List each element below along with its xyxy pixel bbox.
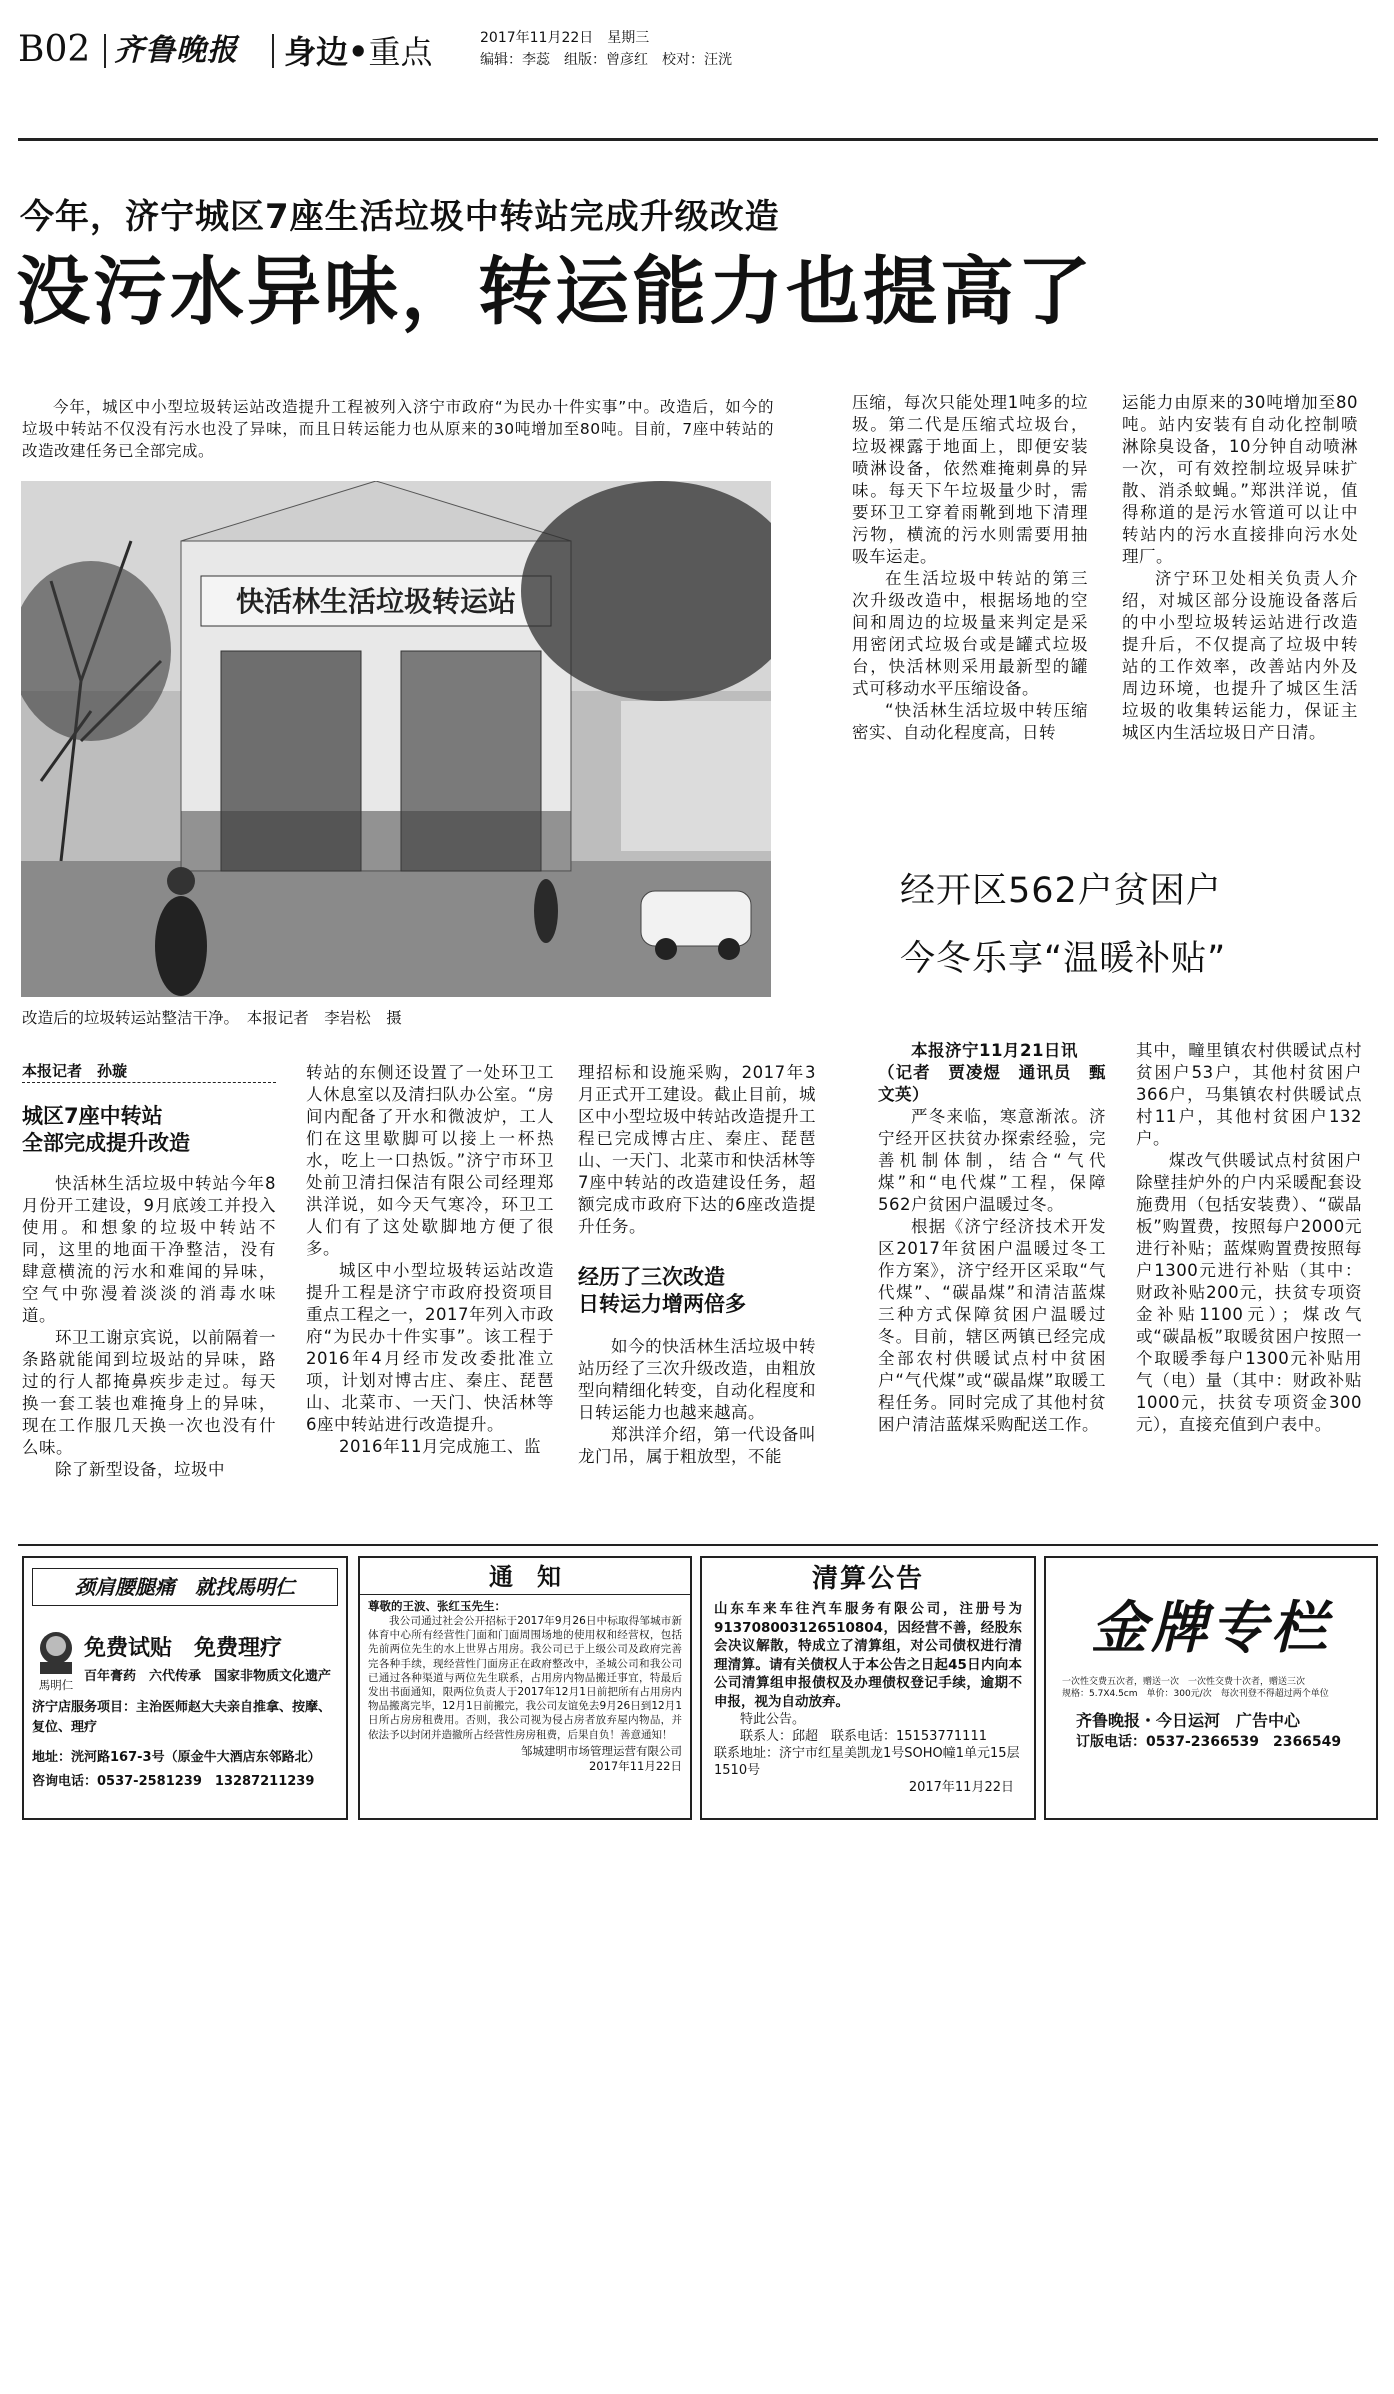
story2-headline-2: 今冬乐享“温暖补贴”	[900, 939, 1227, 979]
paragraph: 运能力由原来的30吨增加至80吨。站内安装有自动化控制喷淋除臭设备，10分钟自动喷淋一次，可有效控制垃圾异味扩散、消杀蚊蝇。”郑洪洋说，值得称道的是污水管道可以让中转站内的污水直接排向污水处理厂。	[1122, 393, 1358, 566]
ad-notice	[358, 1556, 692, 1820]
ad1-items: 济宁店服务项目：主治医师赵大夫亲自推拿、按摩、复位、理疗	[32, 1700, 332, 1735]
column-2	[306, 1062, 554, 1458]
subhead-2	[578, 1264, 816, 1318]
column-5	[1122, 392, 1358, 744]
ad2-title: 通 知	[360, 1560, 690, 1595]
ad1-logo	[32, 1628, 80, 1692]
story2-headline-1: 经开区562户贫困户	[900, 871, 1222, 911]
paragraph: 城区中小型垃圾转运站改造提升工程是济宁市政府投资项目重点工程之一，2017年列入市政府“为民办十件实事”。该工程于2016年4月经市发改委批准立项，计划对博古庄、秦庄、琵琶山、北菜市、一天门、快活林等6座中转站进行改造提升。	[306, 1261, 554, 1434]
headline: 没污水异味，转运能力也提高了	[16, 249, 1094, 335]
paragraph: 其中，疃里镇农村供暖试点村贫困户53户，其他村贫困户366户，马集镇农村供暖试点村11户，其他村贫困户132户。	[1136, 1041, 1362, 1148]
editors-line: 编辑：李蕊 组版：曾彦红 校对：汪洸	[480, 52, 732, 68]
paragraph: 快活林生活垃圾中转站今年8月份开工建设，9月底竣工并投入使用。和想象的垃圾中转站不同，这里的地面干净整洁，没有肆意横流的污水和难闻的异味，空气中弥漫着淡淡的消毒水味道。	[22, 1174, 276, 1325]
news-photo	[21, 481, 771, 997]
paragraph: 理招标和设施采购，2017年3月正式开工建设。截止目前，城区中小型垃圾中转站改造提升工程已完成博古庄、秦庄、琵琶山、一天门、北菜市和快活林等7座中转站的改造建设任务，超额完成市政府下达的6座改造提升任务。	[578, 1063, 816, 1236]
date-line: 2017年11月22日 星期三	[480, 30, 650, 46]
ad4-fine-print-2: 规格：5.7X4.5cm 单价：300元/次 每次刊登不得超过两个单位	[1062, 1689, 1329, 1699]
ad4-fine-print-1: 一次性交费五次者，赠送一次 一次性交费十次者，赠送三次	[1062, 1677, 1306, 1687]
paragraph: 除了新型设备，垃圾中	[55, 1460, 225, 1479]
ad4-org: 齐鲁晚报・今日运河 广告中心	[1076, 1711, 1301, 1730]
ad-liquidation	[700, 1556, 1036, 1820]
divider	[272, 34, 274, 68]
ad-maminren	[22, 1556, 348, 1820]
story2-column-1	[878, 1040, 1106, 1436]
story2-byline: （记者 贾凌煜 通讯员 甄文英）	[878, 1063, 1106, 1104]
ad2-signer: 邹城建明市场管理运营有限公司	[521, 1743, 682, 1758]
subhead-1-line2: 全部完成提升改造	[22, 1131, 190, 1155]
subhead-1-line1: 城区7座中转站	[22, 1104, 163, 1128]
photo-illustration	[21, 481, 771, 997]
ad1-logo-caption: 馬明仁	[38, 1678, 74, 1692]
paragraph: 煤改气供暖试点村贫困户除壁挂炉外的户内采暖配套设施费用（包括安装费）、“碳晶板”购置费，按照每户2000元进行补贴；蓝煤购置费按照每户1300元进行补贴（其中：财政补贴200元，扶贫专项资金补贴1100元）；煤改气或“碳晶板”取暖贫困户按照一个取暖季每户1300元补贴用气（电）量（其中：财政补贴1000元，扶贫专项资金300元），直接充值到户表中。	[1136, 1151, 1362, 1434]
divider	[104, 34, 106, 68]
story2-column-2	[1136, 1040, 1362, 1436]
paragraph: 环卫工谢京宾说，以前隔着一条路就能闻到垃圾站的异味，路过的行人都掩鼻疾步走过。每天换一套工装也难掩身上的异味，现在工作服几天换一次也没有什么味。	[22, 1328, 276, 1457]
photo-caption: 改造后的垃圾转运站整洁干净。 本报记者 李岩松 摄	[22, 1009, 402, 1027]
section-a: 身边	[284, 33, 349, 71]
section-b: 重点	[368, 33, 433, 71]
subhead-2-line1: 经历了三次改造	[578, 1265, 725, 1289]
sign-text: 快活林生活垃圾转运站	[235, 585, 517, 618]
ad2-body: 我公司通过社会公开招标于2017年9月26日中标取得邹城市新体育中心所有经营性门面和门面周围场地的使用权和经营权，包括先前两位先生的水上世界占用房。我公司已于上级公司及政府完善完各种手续，现经营性门面房正在政府整改中，圣城公司和我公司已通过各种渠道与两位先生联系，占用房内物品搬迁事宜，特最后发出书面通知，限两位负责人于2017年12月1日前把所有占用房内物品搬离完毕，12月1日前搬完，我公司友谊免去9月26日到12月1日所占房房租费用。否则，我公司视为侵占房者放弃屋内物品，并依法予以封闭并造撤所占经营性房房租费，后果自负！善意通知！	[368, 1615, 682, 1741]
column-1	[22, 1060, 276, 1481]
paragraph: 2016年11月完成施工、监	[339, 1437, 541, 1456]
column-4	[852, 392, 1088, 744]
ad3-address: 联系地址：济宁市红星美凯龙1号SOHO幢1单元15层1510号	[714, 1746, 1020, 1778]
kicker: 今年，济宁城区7座生活垃圾中转站完成升级改造	[20, 197, 780, 237]
ad3-contact: 联系人：邱超 联系电话：15153771111	[740, 1729, 987, 1744]
masthead	[18, 28, 1378, 88]
paragraph: 转站的东侧还设置了一处环卫工人休息室以及清扫队办公室。“房间内配备了开水和微波炉，工人们在这里歇脚可以接上一杯热水，吃上一口热饭。”济宁市环卫处前卫清扫保洁有限公司经理郑洪洋说，如今天气寒冷，环卫工人们有了这处歇脚地方便了很多。	[306, 1063, 554, 1258]
ad3-body: 山东车来车往汽车服务有限公司，注册号为913708003126510804，因经营不善，经股东会决议解散，特成立了清算组，对公司债权进行清理清算。请有关债权人于本公告之日起45日内向本公司清算组申报债权及办理债权登记手续，逾期不申报，视为自动放弃。	[714, 1601, 1022, 1710]
ad3-notice: 特此公告。	[740, 1712, 806, 1727]
ad-gold-column	[1044, 1556, 1378, 1820]
section-title	[284, 32, 432, 72]
header-rule	[18, 138, 1378, 141]
page-number: B02	[18, 29, 91, 70]
ad4-title-art: 金牌专栏	[1091, 1595, 1331, 1661]
lead-text: 今年，城区中小型垃圾转运站改造提升工程被列入济宁市政府“为民办十件实事”中。改造后，如今的垃圾中转站不仅没有污水也没了异味，而且日转运能力也从原来的30吨增加至80吨。目前，7座中转站的改造改建任务已全部完成。	[22, 398, 774, 460]
portrait-icon	[32, 1628, 80, 1674]
ad1-address: 地址：洸河路167-3号（原金牛大酒店东邻路北）	[32, 1750, 321, 1765]
ad4-phone: 订版电话：0537-2366539 2366549	[1076, 1734, 1342, 1750]
lead-paragraph	[22, 396, 774, 462]
paragraph: “快活林生活垃圾中转压缩密实、自动化程度高，日转	[852, 701, 1088, 742]
paper-logo: 齐鲁晚报	[114, 33, 238, 68]
ad3-title: 清算公告	[811, 1564, 924, 1594]
subhead-2-line2: 日转运力增两倍多	[578, 1292, 746, 1316]
ad1-tagline-sub: 百年膏药 六代传承 国家非物质文化遗产	[84, 1669, 332, 1684]
paragraph: 严冬来临，寒意渐浓。济宁经开区扶贫办探索经验，完善机制体制，结合“气代煤”和“电代煤”工程，保障562户贫困户温暖过冬。	[878, 1107, 1106, 1214]
paragraph: 压缩，每次只能处理1吨多的垃圾。第二代是压缩式垃圾台，垃圾裸露于地面上，即便安装喷淋设备，依然难掩刺鼻的异味。每天下午垃圾量少时，需要环卫工穿着雨靴到地下清理污物，横流的污水则需要用抽吸车运走。	[852, 393, 1088, 566]
paragraph: 在生活垃圾中转站的第三次升级改造中，根据场地的空间和周边的垃圾量来判定是采用密闭式垃圾台或是罐式垃圾台，快活林则采用最新型的罐式可移动水平压缩设备。	[852, 569, 1088, 698]
subhead-1	[22, 1103, 276, 1157]
ad1-slogan: 颈肩腰腿痛 就找馬明仁	[32, 1568, 338, 1606]
byline-rule	[22, 1082, 276, 1083]
paragraph: 如今的快活林生活垃圾中转站历经了三次升级改造，由粗放型向精细化转变，自动化程度和日转运能力也越来越高。	[578, 1337, 816, 1422]
ad3-date: 2017年11月22日	[908, 1780, 1014, 1795]
paragraph: 根据《济宁经济技术开发区2017年贫困户温暖过冬工作方案》，济宁经开区采取“气代煤”、“碳晶煤”和清洁蓝煤三种方式保障贫困户温暖过冬。目前，辖区两镇已经完成全部农村供暖试点村中贫困户“气代煤”或“碳晶煤”取暖工程任务。同时完成了其他村贫困户清洁蓝煤采购配送工作。	[878, 1217, 1106, 1434]
ad2-date: 2017年11月22日	[588, 1758, 682, 1773]
paragraph: 郑洪洋介绍，第一代设备叫龙门吊，属于粗放型，不能	[578, 1425, 816, 1466]
section-dot: •	[348, 33, 369, 71]
ad1-tagline: 免费试贴 免费理疗	[84, 1636, 283, 1661]
dateline: 本报济宁11月21日讯	[911, 1041, 1078, 1060]
ad2-salutation: 尊敬的王波、张红玉先生：	[368, 1599, 506, 1613]
column-3	[578, 1062, 816, 1468]
byline: 本报记者 孙璇	[22, 1062, 128, 1080]
paragraph: 济宁环卫处相关负责人介绍，对城区部分设施设备落后的中小型垃圾转运站进行改造提升后，不仅提高了垃圾中转站的工作效率，改善站内外及周边环境，也提升了城区生活垃圾的收集转运能力，保证主城区内生活垃圾日产日清。	[1122, 569, 1358, 742]
ads-top-rule	[18, 1544, 1378, 1546]
ad1-phone: 咨询电话：0537-2581239 13287211239	[32, 1774, 315, 1789]
